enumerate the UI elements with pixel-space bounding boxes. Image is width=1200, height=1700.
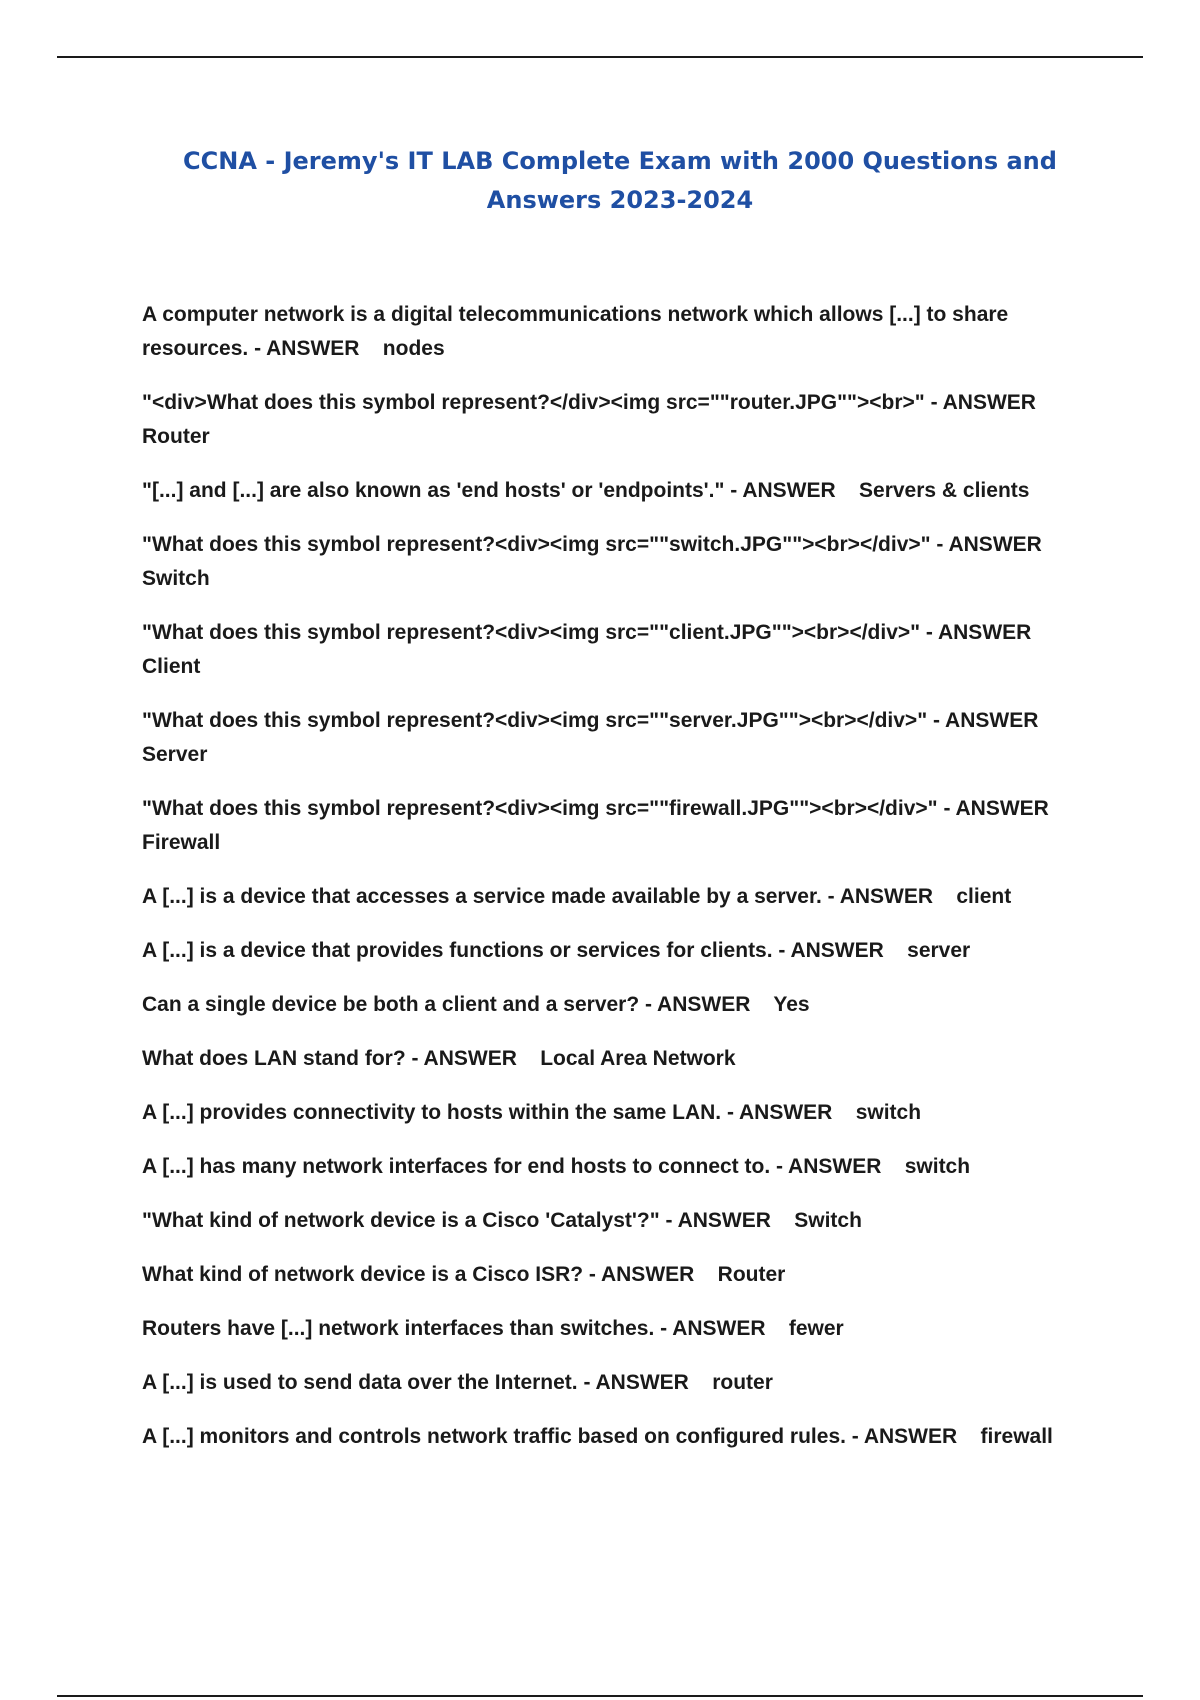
question-text: "What does this symbol represent?<div><img src=""firewall.JPG""><br></div>" - ANSWER: [142, 797, 1049, 820]
answer-text: Router: [717, 1263, 786, 1286]
answer-text: client: [956, 885, 1012, 908]
question-text: "What does this symbol represent?<div><img src=""server.JPG""><br></div>" - ANSWER: [142, 709, 1039, 732]
answer-text: Switch: [794, 1209, 862, 1232]
answer-text: Firewall: [142, 831, 221, 854]
qa-item: [142, 528, 1087, 596]
question-text: A [...] is a device that accesses a service made available by a server. - ANSWER: [142, 885, 934, 908]
bottom-rule: [57, 1695, 1143, 1697]
question-text: "What kind of network device is a Cisco 'Catalyst'?" - ANSWER: [142, 1209, 771, 1232]
answer-text: Router: [142, 425, 210, 448]
answer-text: Server: [142, 743, 208, 766]
question-text: A [...] monitors and controls network traffic based on configured rules. - ANSWER: [142, 1425, 958, 1448]
answer-text: fewer: [788, 1317, 844, 1340]
qa-item: [142, 1042, 1087, 1076]
question-text: "[...] and [...] are also known as 'end hosts' or 'endpoints'." - ANSWER: [142, 479, 836, 502]
answer-text: Servers & clients: [859, 479, 1030, 502]
question-text: A [...] is a device that provides functions or services for clients. - ANSWER: [142, 939, 884, 962]
answer-text: nodes: [382, 337, 445, 360]
answer-text: Switch: [142, 567, 210, 590]
answer-text: Client: [142, 655, 201, 678]
answer-text: firewall: [980, 1425, 1053, 1448]
qa-item: [142, 386, 1087, 454]
qa-item: [142, 704, 1087, 772]
answer-text: switch: [904, 1155, 971, 1178]
document-title: CCNA - Jeremy's IT LAB Complete Exam with 2000 Questions and Answers 2023-2024: [183, 147, 1057, 214]
question-text: "What does this symbol represent?<div><img src=""client.JPG""><br></div>" - ANSWER: [142, 621, 1032, 644]
qa-item: [142, 934, 1087, 968]
question-text: Can a single device be both a client and a server? - ANSWER: [142, 993, 751, 1016]
answer-text: server: [907, 939, 971, 962]
question-text: Routers have [...] network interfaces than switches. - ANSWER: [142, 1317, 766, 1340]
qa-item: [142, 474, 1087, 508]
qa-item: [142, 616, 1087, 684]
question-text: A [...] has many network interfaces for end hosts to connect to. - ANSWER: [142, 1155, 882, 1178]
qa-item: [142, 792, 1087, 860]
answer-text: Yes: [773, 993, 810, 1016]
answer-text: switch: [855, 1101, 922, 1124]
question-text: A [...] provides connectivity to hosts within the same LAN. - ANSWER: [142, 1101, 833, 1124]
question-text: A [...] is used to send data over the Internet. - ANSWER: [142, 1371, 689, 1394]
qa-item: [142, 1204, 1087, 1238]
question-text: What does LAN stand for? - ANSWER: [142, 1047, 517, 1070]
question-text: A computer network is a digital telecommunications network which allows [...] to share resources. - ANSWER: [142, 303, 1015, 360]
qa-item: [142, 880, 1087, 914]
qa-item: [142, 1366, 1087, 1400]
qa-list: [142, 298, 1087, 1474]
qa-item: [142, 1258, 1087, 1292]
answer-text: router: [712, 1371, 773, 1394]
question-text: What kind of network device is a Cisco ISR? - ANSWER: [142, 1263, 695, 1286]
top-rule: [57, 56, 1143, 58]
qa-item: [142, 1420, 1087, 1454]
qa-item: [142, 988, 1087, 1022]
qa-item: [142, 1096, 1087, 1130]
qa-item: [142, 1150, 1087, 1184]
question-text: "What does this symbol represent?<div><img src=""switch.JPG""><br></div>" - ANSWER: [142, 533, 1042, 556]
qa-item: [142, 298, 1087, 366]
qa-item: [142, 1312, 1087, 1346]
answer-text: Local Area Network: [540, 1047, 736, 1070]
question-text: "<div>What does this symbol represent?</div><img src=""router.JPG""><br>" - ANSWER: [142, 391, 1036, 414]
